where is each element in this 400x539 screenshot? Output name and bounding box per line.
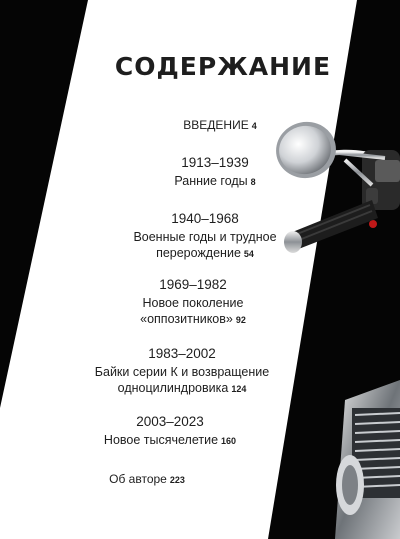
toc-entry-title: Новое тысячелетие	[103, 433, 219, 447]
toc-entry-years: 1913–1939	[181, 155, 249, 170]
toc-entry-title: Ранние годы	[174, 174, 248, 188]
toc-entry-chapter-3[interactable]	[78, 277, 308, 328]
toc-entry-years: 2003–2023	[136, 414, 204, 429]
toc-page-number: 223	[169, 475, 185, 485]
toc-entry-chapter-4[interactable]	[67, 346, 297, 397]
page-title: СОДЕРЖАНИЕ	[114, 52, 332, 81]
toc-entry-title-line-1: Новое поколение	[142, 296, 244, 310]
toc-entry-intro[interactable]	[130, 118, 310, 132]
toc-entry-title-line-1: Байки серии К и возвращение	[94, 365, 270, 379]
toc-page-number: 124	[231, 384, 247, 394]
toc-entry-years: 1969–1982	[159, 277, 227, 292]
toc-entry-title-line-2: перерождение	[156, 246, 241, 260]
toc-page-number: 4	[251, 121, 257, 131]
toc-page-number: 92	[235, 315, 246, 325]
toc-entry-chapter-1[interactable]	[100, 155, 330, 190]
toc-entry-author[interactable]	[62, 472, 232, 486]
toc-entry-title-line-1: Военные годы и трудное	[133, 230, 277, 244]
toc-entry-years: 1940–1968	[171, 211, 239, 226]
toc-page-number: 160	[221, 436, 237, 446]
toc-entry-title-line-2: одноцилиндровика	[117, 381, 229, 395]
toc-page-number: 8	[250, 177, 256, 187]
toc-page-number: 54	[243, 249, 254, 259]
boxer-engine-icon	[335, 380, 400, 539]
toc-entry-label: ВВЕДЕНИЕ	[183, 118, 249, 132]
toc-entry-years: 1983–2002	[148, 346, 216, 361]
toc-entry-chapter-5[interactable]	[55, 414, 285, 449]
toc-entry-label: Об авторе	[109, 472, 167, 486]
toc-entry-title-line-2: «оппозитников»	[140, 312, 233, 326]
toc-entry-chapter-2[interactable]	[90, 211, 320, 262]
